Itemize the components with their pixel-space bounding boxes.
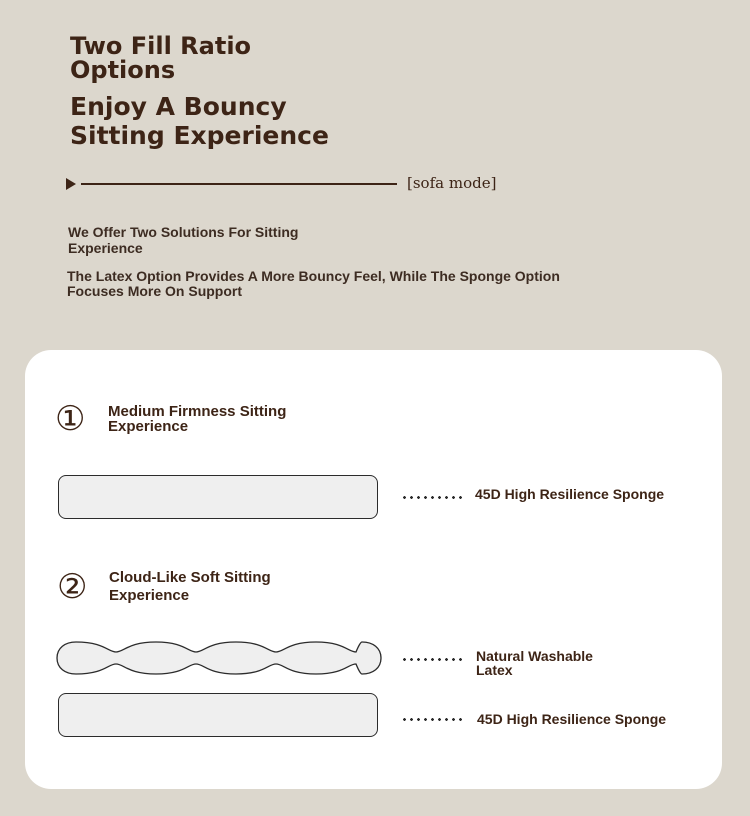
page-title: Two Fill Ratio Options xyxy=(70,32,252,84)
latex-cloud-outline xyxy=(57,642,381,674)
title-divider xyxy=(66,176,496,192)
option-2-number: ② xyxy=(57,567,88,607)
option-1-title: Medium Firmness Sitting Experience xyxy=(108,403,287,435)
option-2-latex-layer xyxy=(55,640,383,676)
divider-line xyxy=(81,183,397,185)
option-1-number: ① xyxy=(55,399,86,439)
intro-text-2: The Latex Option Provides A More Bouncy Feel, While The Sponge Option Focuses More On Support xyxy=(67,268,560,299)
option-1-sponge-layer xyxy=(58,475,378,519)
sofa-mode-label: [sofa mode] xyxy=(407,174,497,192)
option-1-sponge-label: 45D High Resilience Sponge xyxy=(475,486,665,502)
option-2-sponge-leader-dots xyxy=(401,718,463,721)
options-card xyxy=(25,350,722,789)
option-2-title: Cloud-Like Soft Sitting Experience xyxy=(109,569,271,604)
option-1-leader-dots xyxy=(401,496,463,499)
option-2-latex-label: Natural Washable Latex xyxy=(476,648,593,678)
option-2-sponge-label: 45D High Resilience Sponge xyxy=(477,711,667,727)
option-2-latex-leader-dots xyxy=(401,658,463,661)
intro-text-1: We Offer Two Solutions For Sitting Experience xyxy=(68,224,299,256)
triangle-right-icon xyxy=(66,178,76,190)
option-2-sponge-layer xyxy=(58,693,378,737)
page-subtitle: Enjoy A Bouncy Sitting Experience xyxy=(70,92,329,150)
